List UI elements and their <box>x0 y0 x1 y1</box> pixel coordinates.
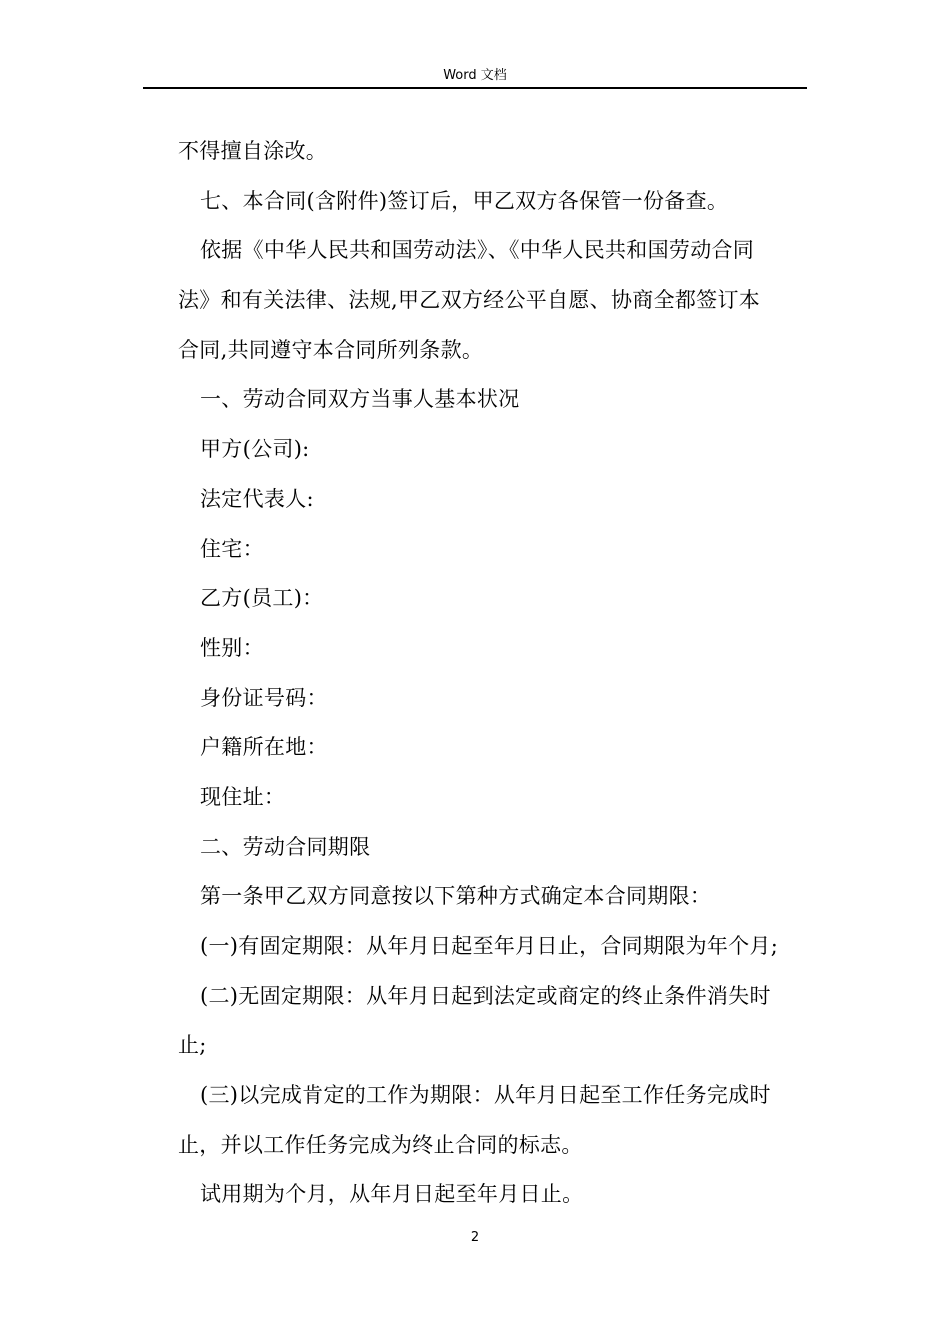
text-line: 第一条甲乙双方同意按以下第种方式确定本合同期限： <box>200 884 712 909</box>
text-line: (一)有固定期限：从年月日起至年月日止，合同期限为年个月; <box>200 934 779 958</box>
text-line: (二)无固定期限：从年月日起到法定或商定的终止条件消失时 <box>200 983 771 1008</box>
field-label: 甲方(公司): <box>200 437 310 462</box>
field-label: 乙方(员工)： <box>200 586 324 611</box>
text-line: 试用期为个月，从年月日起至年月日止。 <box>200 1182 584 1207</box>
text-line: 法》和有关法律、法规,甲乙双方经公平自愿、协商全都签订本 <box>178 288 761 313</box>
field-label: 住宅： <box>200 536 264 561</box>
section-heading: 二、劳动合同期限 <box>200 834 371 859</box>
field-label: 户籍所在地： <box>200 735 328 760</box>
field-label: 身份证号码： <box>200 685 328 710</box>
text-line: 七、本合同(含附件)签订后，甲乙双方各保管一份备查。 <box>200 188 729 213</box>
section-heading: 一、劳动合同双方当事人基本状况 <box>200 387 520 412</box>
text-line: 合同,共同遵守本合同所列条款。 <box>178 337 484 362</box>
text-line: 不得擅自涂改。 <box>178 139 328 163</box>
text-line: 止; <box>178 1033 207 1058</box>
document-body <box>178 127 808 1220</box>
field-label: 现住址： <box>200 784 286 809</box>
field-label: 性别： <box>200 635 264 660</box>
text-line: (三)以完成肯定的工作为期限：从年月日起至工作任务完成时 <box>200 1083 771 1108</box>
text-line: 止，并以工作任务完成为终止合同的标志。 <box>178 1132 583 1157</box>
field-label: 法定代表人: <box>200 486 314 511</box>
text-line: 依据《中华人民共和国劳动法》、《中华人民共和国劳动合同 <box>200 238 755 263</box>
header-divider <box>143 87 807 89</box>
page-header-title: Word 文档 <box>443 68 507 83</box>
page-number: 2 <box>470 1230 480 1245</box>
